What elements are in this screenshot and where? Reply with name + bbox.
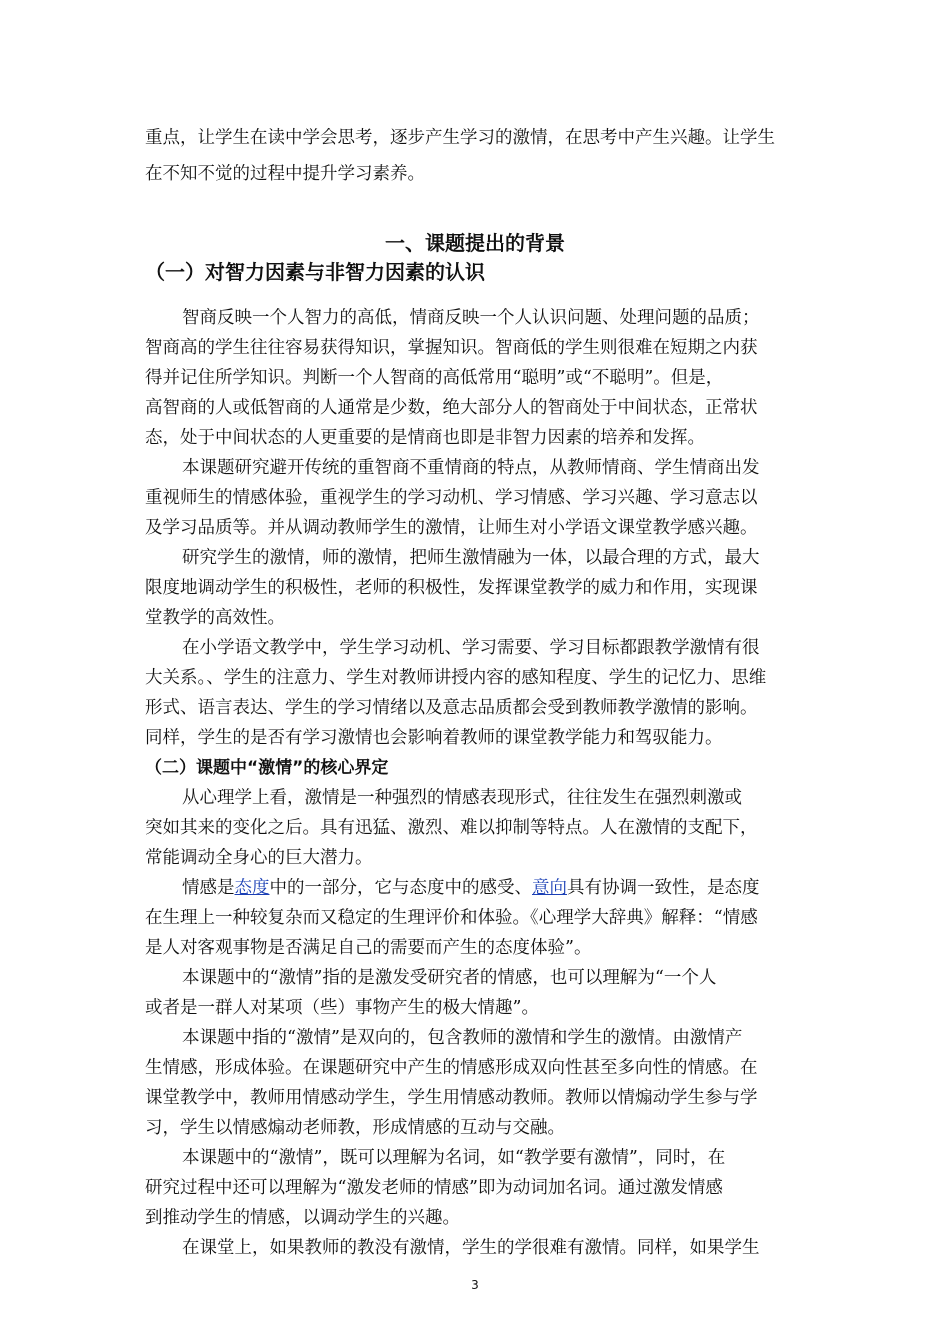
paragraph-line: 是人对客观事物是否满足自己的需要而产生的态度体验”。	[145, 938, 592, 958]
paragraph-line: 智商高的学生往往容易获得知识，掌握知识。智商低的学生则很难在短期之内获	[145, 338, 758, 358]
intro-line-1: 重点，让学生在读中学会思考，逐步产生学习的激情，在思考中产生兴趣。让学生	[145, 128, 775, 148]
paragraph-line: 本课题中的“激情”，既可以理解为名词，如“教学要有激情”，同时，在	[182, 1148, 726, 1168]
paragraph-line: 堂教学的高效性。	[145, 608, 285, 628]
paragraph-line: 限度地调动学生的积极性，老师的积极性，发挥课堂教学的威力和作用，实现课	[145, 578, 758, 598]
paragraph-line: 生情感，形成体验。在课题研究中产生的情感形成双向性甚至多向性的情感。在	[145, 1058, 758, 1078]
link-yixiang[interactable]: 意向	[532, 878, 567, 898]
paragraph-line: 智商反映一个人智力的高低，情商反映一个人认识问题、处理问题的品质；	[182, 308, 760, 328]
paragraph-line: 研究过程中还可以理解为“激发老师的情感”即为动词加名词。通过激发情感	[145, 1178, 723, 1198]
paragraph-line: 突如其来的变化之后。具有迅猛、激烈、难以抑制等特点。人在激情的支配下，	[145, 818, 758, 838]
paragraph-line: 到推动学生的情感，以调动学生的兴趣。	[145, 1208, 460, 1228]
text-segment: 中的一部分，它与态度中的感受、	[269, 878, 532, 898]
paragraph-line: 研究学生的激情，师的激情，把师生激情融为一体，以最合理的方式，最大	[182, 548, 760, 568]
paragraph-line: 课堂教学中，教师用情感动学生，学生用情感动教师。教师以情煽动学生参与学	[145, 1088, 758, 1108]
paragraph-line: 从心理学上看，激情是一种强烈的情感表现形式，往往发生在强烈刺激或	[182, 788, 742, 808]
paragraph-line: 本课题中的“激情”指的是激发受研究者的情感，也可以理解为“一个人	[182, 968, 717, 988]
paragraph-line: 本课题研究避开传统的重智商不重情商的特点，从教师情商、学生情商出发	[182, 458, 760, 478]
paragraph-line: 得并记住所学知识。判断一个人智商的高低常用“聪明”或“不聪明”。但是，	[145, 368, 724, 388]
paragraph-line: 常能调动全身心的巨大潜力。	[145, 848, 373, 868]
paragraph-line: 形式、语言表达、学生的学习情绪以及意志品质都会受到教师教学激情的影响。	[145, 698, 758, 718]
paragraph-line-with-links	[182, 876, 805, 900]
paragraph-line: 及学习品质等。并从调动教师学生的激情，让师生对小学语文课堂教学感兴趣。	[145, 518, 758, 538]
text-segment: 情感是	[182, 878, 235, 898]
page-number: 3	[471, 1278, 479, 1292]
paragraph-line: 高智商的人或低智商的人通常是少数，绝大部分人的智商处于中间状态，正常状	[145, 398, 758, 418]
text-segment: 具有协调一致性，是态度	[567, 878, 760, 898]
paragraph-line: 习，学生以情感煽动老师教，形成情感的互动与交融。	[145, 1118, 565, 1138]
subsection-title-2: （二）课题中“激情”的核心界定	[145, 758, 389, 778]
intro-line-2: 在不知不觉的过程中提升学习素养。	[145, 164, 425, 184]
section-title: 一、课题提出的背景	[385, 231, 565, 255]
link-taidu[interactable]: 态度	[234, 878, 270, 898]
paragraph-line: 重视师生的情感体验，重视学生的学习动机、学习情感、学习兴趣、学习意志以	[145, 488, 758, 508]
paragraph-line: 态，处于中间状态的人更重要的是情商也即是非智力因素的培养和发挥。	[145, 428, 705, 448]
paragraph-line: 同样，学生的是否有学习激情也会影响着教师的课堂教学能力和驾驭能力。	[145, 728, 723, 748]
paragraph-line: 大关系。、学生的注意力、学生对教师讲授内容的感知程度、学生的记忆力、思维	[145, 668, 767, 688]
paragraph-line: 本课题中指的“激情”是双向的，包含教师的激情和学生的激情。由激情产	[182, 1028, 743, 1048]
paragraph-line: 在课堂上，如果教师的教没有激情，学生的学很难有激情。同样，如果学生	[182, 1238, 760, 1258]
paragraph-line: 在小学语文教学中，学生学习动机、学习需要、学习目标都跟教学激情有很	[182, 638, 760, 658]
subsection-title-1: （一）对智力因素与非智力因素的认识	[145, 260, 485, 284]
paragraph-line: 或者是一群人对某项（些）事物产生的极大情趣”。	[145, 998, 539, 1018]
paragraph-line: 在生理上一种较复杂而又稳定的生理评价和体验。《心理学大辞典》解释：“情感	[145, 908, 758, 928]
